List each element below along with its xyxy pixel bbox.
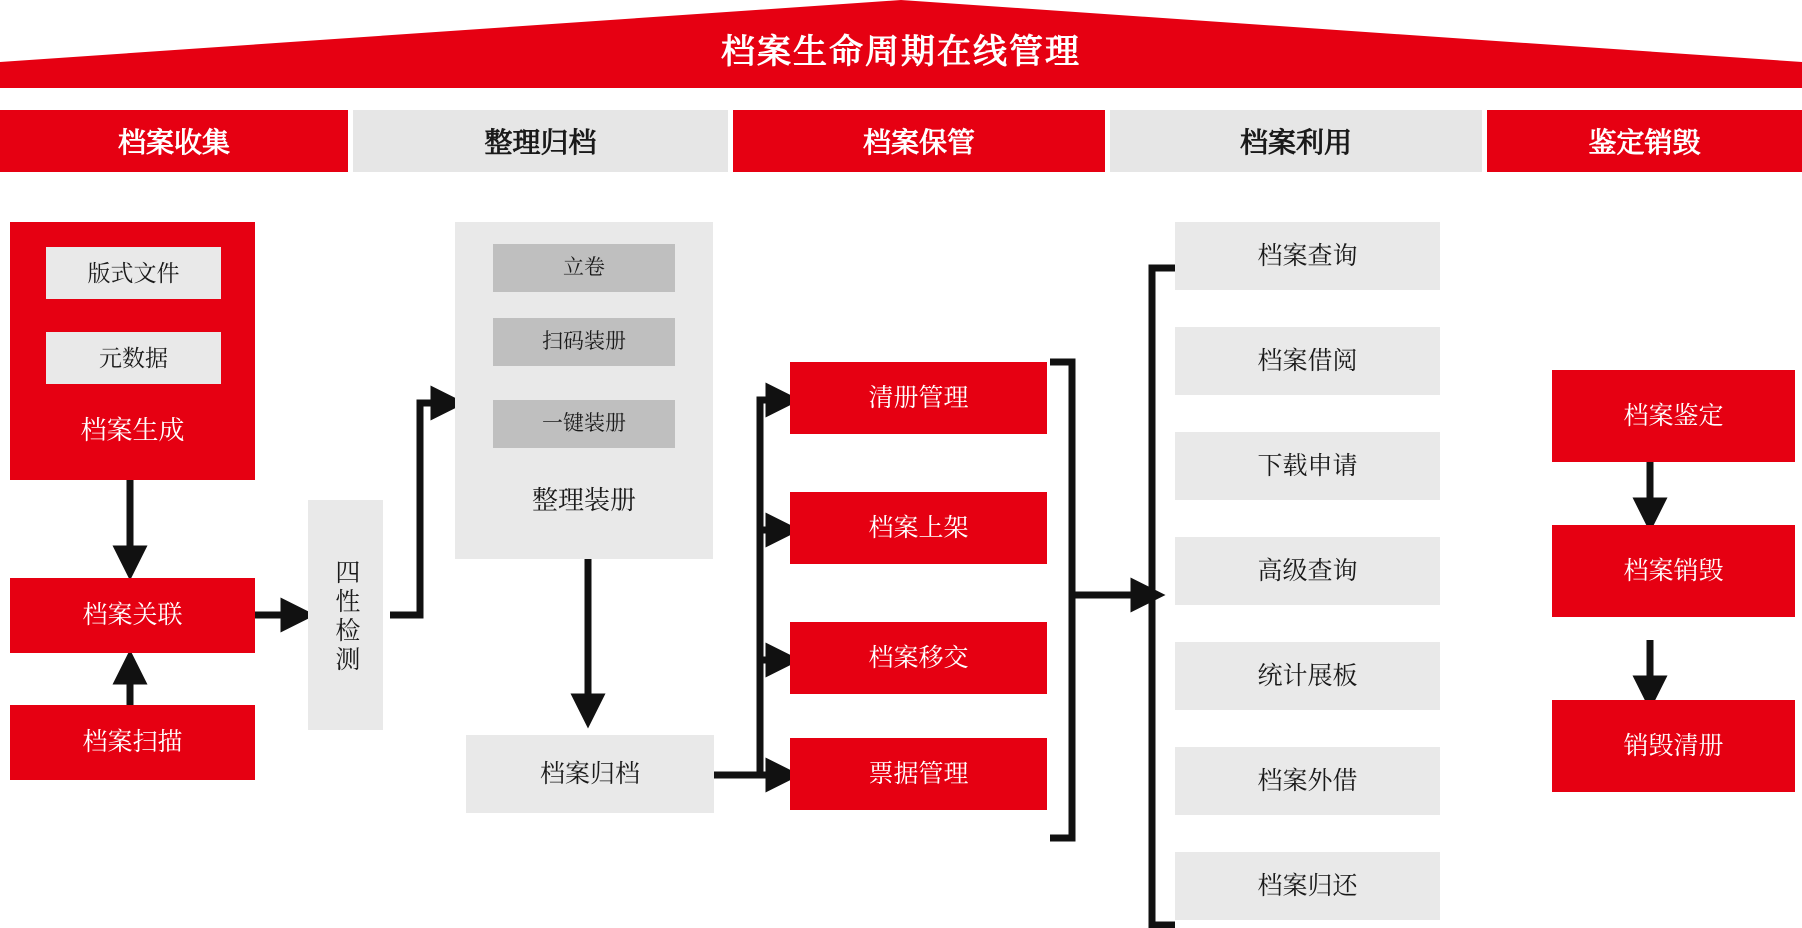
node-label: 档案销毁 (1623, 556, 1724, 585)
node-label: 档案上架 (868, 513, 969, 542)
node-archive-transfer[interactable] (790, 622, 1047, 694)
node-one-key-binding[interactable] (493, 400, 675, 448)
banner (0, 0, 1802, 88)
banner-title: 档案生命周期在线管理 (721, 33, 1081, 71)
node-archive-association[interactable] (10, 578, 255, 653)
arrange-panel (455, 222, 713, 559)
node-four-property-check[interactable] (308, 500, 383, 730)
node-label: 档案归还 (1257, 871, 1358, 900)
node-label: 四性检测 (331, 559, 360, 675)
phase-label: 档案收集 (117, 127, 230, 158)
node-label: 档案借阅 (1257, 346, 1358, 375)
node-label: 票据管理 (868, 759, 969, 788)
node-advanced-query[interactable] (1175, 537, 1440, 605)
node-file-volume[interactable] (493, 244, 675, 292)
node-label: 一键装册 (542, 411, 626, 435)
archive-generation-panel (10, 222, 255, 480)
node-label: 元数据 (99, 344, 168, 371)
phase-label: 档案利用 (1239, 127, 1352, 158)
node-label: 销毁清册 (1623, 731, 1724, 760)
phase-header-collection[interactable] (0, 110, 348, 172)
node-label: 档案鉴定 (1623, 401, 1724, 430)
archive-generation-caption: 档案生成 (80, 415, 185, 445)
node-label: 立卷 (563, 255, 605, 279)
node-label: 档案扫描 (82, 728, 183, 757)
node-label: 档案归档 (539, 759, 640, 788)
phase-label: 鉴定销毁 (1588, 127, 1701, 158)
node-archive-external-loan[interactable] (1175, 747, 1440, 815)
node-archive-filing[interactable] (466, 735, 714, 813)
node-destruction-inventory[interactable] (1552, 700, 1795, 792)
node-label: 档案关联 (82, 601, 183, 630)
node-archive-return[interactable] (1175, 852, 1440, 920)
node-label: 档案查询 (1257, 241, 1358, 270)
phase-header-storage[interactable] (733, 110, 1105, 172)
node-label: 统计展板 (1257, 661, 1358, 690)
node-bill-management[interactable] (790, 738, 1047, 810)
node-label: 高级查询 (1257, 556, 1358, 585)
node-statistics-board[interactable] (1175, 642, 1440, 710)
node-archive-appraisal[interactable] (1552, 370, 1795, 462)
node-label: 清册管理 (868, 383, 969, 412)
node-archive-query[interactable] (1175, 222, 1440, 290)
phase-label: 档案保管 (862, 127, 975, 158)
node-inventory-management[interactable] (790, 362, 1047, 434)
node-format-file[interactable] (46, 247, 221, 299)
node-scan-binding[interactable] (493, 318, 675, 366)
node-download-request[interactable] (1175, 432, 1440, 500)
node-label: 下载申请 (1257, 451, 1358, 480)
node-label: 扫码装册 (542, 329, 626, 353)
node-archive-shelving[interactable] (790, 492, 1047, 564)
node-archive-borrow[interactable] (1175, 327, 1440, 395)
node-archive-scan[interactable] (10, 705, 255, 780)
node-metadata[interactable] (46, 332, 221, 384)
arrange-panel-caption: 整理装册 (531, 485, 636, 515)
phase-header-appraisal[interactable] (1487, 110, 1802, 172)
node-label: 档案移交 (868, 643, 969, 672)
phase-header-usage[interactable] (1110, 110, 1482, 172)
node-archive-destruction[interactable] (1552, 525, 1795, 617)
phase-label: 整理归档 (484, 127, 597, 158)
node-label: 版式文件 (87, 259, 180, 286)
phase-header-arrange[interactable] (353, 110, 728, 172)
node-label: 档案外借 (1257, 766, 1358, 795)
